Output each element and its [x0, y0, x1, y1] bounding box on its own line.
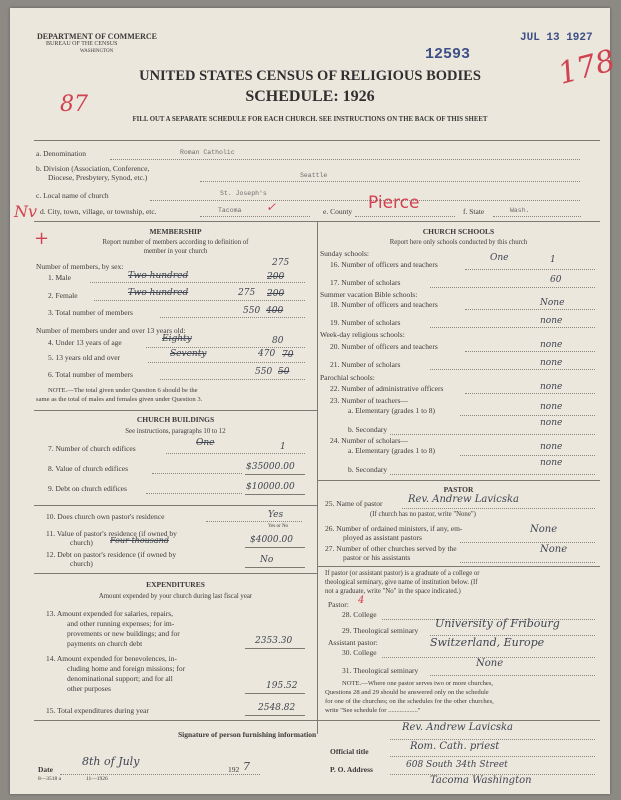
- pastor-heading: PASTOR: [443, 485, 474, 494]
- q21-label: 21. Number of scholars: [330, 360, 401, 369]
- q9-value: $10000.00: [246, 482, 295, 492]
- q8-value: $35000.00: [246, 462, 295, 472]
- date-label: Date: [38, 765, 53, 774]
- address-line-2: Tacoma Washington: [430, 775, 532, 786]
- q5-line: [148, 362, 305, 363]
- q4-value: 80: [272, 336, 284, 346]
- county-value: Pierce: [368, 193, 420, 213]
- official-title-value: Rom. Cath. priest: [410, 741, 500, 752]
- q24a-label: a. Elementary (grades 1 to 8): [348, 446, 436, 455]
- q19-label: 19. Number of scholars: [330, 318, 401, 327]
- q27-value: None: [540, 544, 568, 555]
- serial-number-stamp: 12593: [425, 46, 471, 63]
- q23a-line: [460, 415, 595, 416]
- q26-label-2: ployed as assistant pastors: [343, 533, 422, 542]
- q23b-line: [390, 434, 595, 435]
- q22-label: 22. Number of administrative officers: [330, 384, 444, 393]
- local-name-value: St. Joseph's: [220, 190, 267, 197]
- q15-label: 15. Total expenditures during year: [46, 706, 149, 715]
- rule-footer: [34, 720, 600, 721]
- graduate-note-3: not a graduate, write "No" in the space indicated.): [325, 588, 461, 595]
- membership-note-2: same as the total of males and females given under Question 3.: [36, 396, 203, 403]
- denomination-label: a. Denomination: [36, 149, 86, 158]
- rule-residence: [34, 505, 317, 506]
- q14-box-line: [245, 693, 305, 694]
- q7-words: One: [196, 438, 215, 448]
- year-digit: 7: [243, 760, 250, 773]
- q17-line: [430, 287, 595, 288]
- signature-value: Rev. Andrew Lavicska: [402, 722, 513, 733]
- q17-label: 17. Number of scholars: [330, 278, 401, 287]
- q29-value: University of Fribourg: [435, 617, 560, 630]
- graduate-note-2: theological seminary, give name of institution below. (If: [325, 579, 478, 586]
- membership-heading: MEMBERSHIP: [149, 227, 202, 236]
- q1-words: Two hundred: [128, 271, 189, 281]
- q4-label: 4. Under 13 years of age: [48, 338, 122, 347]
- po-address-label: P. O. Address: [330, 765, 373, 774]
- q27-label-2: pastor or his assistants: [343, 553, 411, 562]
- pastor-note-4: write "See schedule for ..................": [325, 707, 421, 714]
- q3-line: [160, 317, 305, 318]
- pastor-note-3: for one of the churches; on the schedules for the other churches,: [325, 698, 494, 705]
- q29-label: 29. Theological seminary: [342, 626, 419, 635]
- q24b-line: [390, 474, 595, 475]
- form-number: 8—3518 a: [38, 776, 62, 782]
- q8-label: 8. Value of church edifices: [48, 464, 129, 473]
- fill-instruction: FILL OUT A SEPARATE SCHEDULE FOR EACH CHURCH. SEE INSTRUCTIONS ON THE BACK OF THIS SHEET: [132, 116, 488, 123]
- signature-label: Signature of person furnishing information: [178, 730, 317, 739]
- q20-value: none: [540, 340, 563, 350]
- division-label-2: Diocese, Presbytery, Synod, etc.): [48, 173, 148, 182]
- q11-words: Four thousand: [110, 536, 169, 545]
- denomination-value: Roman Catholic: [180, 149, 235, 156]
- pastor-note-1: NOTE.—Where one pastor serves two or more churches,: [342, 680, 494, 687]
- q25-label: 25. Name of pastor: [325, 499, 383, 508]
- q23b-value: none: [540, 418, 563, 428]
- q12-label: 12. Debt on pastor's residence (if owned by: [46, 550, 177, 559]
- q31-label: 31. Theological seminary: [342, 666, 419, 675]
- sunday-schools-label: Sunday schools:: [320, 249, 369, 258]
- division-label: b. Division (Association, Conference,: [36, 164, 150, 173]
- q12-box-line: [245, 567, 305, 568]
- q6-old-value: 50: [278, 367, 290, 377]
- q22-line: [465, 393, 595, 394]
- q13-label: 13. Amount expended for salaries, repairs,: [46, 609, 174, 618]
- schedule-title: SCHEDULE: 1926: [245, 88, 375, 105]
- q26-value: None: [530, 524, 558, 535]
- department-label: DEPARTMENT OF COMMERCE: [37, 32, 158, 41]
- q15-box-line: [245, 715, 305, 716]
- q26-line: [460, 542, 595, 543]
- bureau-label: BUREAU OF THE CENSUS: [46, 41, 118, 47]
- q13-value: 2353.30: [255, 636, 293, 646]
- q25-line: [402, 508, 595, 509]
- address-line-1: 608 South 34th Street: [406, 760, 508, 770]
- denomination-line: [110, 159, 580, 160]
- q2-words: Two hundred: [128, 288, 189, 298]
- q11-box-line: [245, 547, 305, 548]
- q27-line: [460, 562, 595, 563]
- q5-label: 5. 13 years old and over: [48, 353, 121, 362]
- q5-words: Seventy: [170, 349, 207, 359]
- margin-mark-red: Nv: [14, 202, 38, 221]
- division-line: [200, 181, 580, 182]
- q4-line: [146, 347, 305, 348]
- q13-label-4: payments on church debt: [67, 639, 143, 648]
- pastor-subheading: Pastor:: [328, 600, 349, 609]
- q31-line: [430, 675, 595, 676]
- q1-line: [90, 282, 305, 283]
- q9-label: 9. Debt on church edifices: [48, 484, 127, 493]
- q11-label-2: church): [70, 538, 93, 547]
- q3-value: 550: [243, 306, 261, 316]
- q9-box-line: [245, 494, 305, 495]
- rule-expenditures: [34, 573, 317, 574]
- division-value: Seattle: [300, 172, 328, 179]
- rule-top: [34, 140, 600, 141]
- parochial-schools-label: Parochial schools:: [320, 373, 375, 382]
- assistant-pastor-label: Assistant pastor:: [328, 638, 378, 647]
- q22-value: none: [540, 382, 563, 392]
- q3-label: 3. Total number of members: [48, 308, 133, 317]
- print-number: 11—1926: [86, 776, 108, 782]
- q20-line: [465, 351, 595, 352]
- q24-label: 24. Number of scholars—: [330, 436, 408, 445]
- local-name-label: c. Local name of church: [36, 191, 109, 200]
- q27-label: 27. Number of other churches served by the: [325, 544, 457, 553]
- q2-label: 2. Female: [48, 291, 78, 300]
- q14-label-2: cluding home and foreign missions; for: [67, 664, 186, 673]
- q19-line: [430, 327, 595, 328]
- q6-line: [160, 379, 305, 380]
- city-label: WASHINGTON: [80, 49, 114, 54]
- pastor-note-2: Questions 28 and 29 should be answered only on the schedule: [325, 689, 489, 696]
- expenditures-sub: Amount expended by your church during last fiscal year: [98, 593, 253, 600]
- q1-label: 1. Male: [48, 273, 71, 282]
- q9-line: [146, 493, 242, 494]
- date-line: [60, 774, 260, 775]
- city-town-value: Tacoma: [218, 207, 242, 214]
- q28-label: 28. College: [342, 610, 377, 619]
- membership-sub-1: Report number of members according to definition of: [102, 239, 249, 246]
- q10-label: 10. Does church own pastor's residence: [46, 512, 165, 521]
- q25-note: (If church has no pastor, write "None"): [370, 511, 476, 518]
- weekday-schools-label: Week-day religious schools:: [320, 330, 405, 339]
- q16-line: [465, 269, 595, 270]
- q16-label: 16. Number of officers and teachers: [330, 260, 438, 269]
- q24a-value: none: [540, 442, 563, 452]
- q1-value: 275: [272, 258, 290, 268]
- q18-line: [465, 309, 595, 310]
- q11-value: $4000.00: [250, 535, 293, 545]
- rule-graduate: [317, 566, 600, 567]
- q14-label-4: other purposes: [67, 684, 111, 693]
- q31-value: None: [476, 658, 504, 669]
- q7-line: [166, 453, 305, 454]
- membership-sub-2: member in your church: [143, 248, 208, 255]
- q12-label-2: church): [70, 559, 93, 568]
- q14-value: 195.52: [266, 681, 298, 691]
- form-title: UNITED STATES CENSUS OF RELIGIOUS BODIES: [139, 68, 481, 84]
- official-title-label: Official title: [330, 747, 369, 756]
- q11-label: 11. Value of pastor's residence (if owned by: [46, 529, 177, 538]
- state-line: [493, 216, 581, 217]
- q26-label: 26. Number of ordained ministers, if any, em-: [325, 524, 463, 533]
- red-check-city: ✓: [266, 200, 277, 214]
- expenditures-heading: EXPENDITURES: [146, 580, 205, 589]
- q16-value: 1: [550, 255, 556, 265]
- margin-cross-red: +: [34, 228, 50, 249]
- q30-label: 30. College: [342, 648, 377, 657]
- received-date-stamp: JUL 13 1927: [520, 32, 593, 44]
- pastor-red-mark: 4: [358, 595, 365, 606]
- year-prefix: 192: [228, 765, 240, 774]
- q8-box-line: [245, 474, 305, 475]
- q2-old-value: 200: [267, 289, 285, 299]
- q14-label: 14. Amount expended for benevolences, in-: [46, 654, 178, 663]
- q30-value: Switzerland, Europe: [430, 636, 545, 649]
- q6-label: 6. Total number of members: [48, 370, 133, 379]
- membership-note-1: NOTE.—The total given under Question 6 should be the: [48, 387, 198, 394]
- rule-buildings: [34, 410, 317, 411]
- state-label: f. State: [463, 207, 485, 216]
- summer-schools-label: Summer vacation Bible schools:: [320, 290, 418, 299]
- buildings-sub: See instructions, paragraphs 10 to 12: [125, 428, 226, 435]
- q17-value: 60: [550, 275, 562, 285]
- yes-no-caption: Yes or No: [268, 524, 289, 529]
- q14-label-3: denominational support; and for all: [67, 674, 173, 683]
- q15-value: 2548.82: [258, 703, 296, 713]
- q24b-label: b. Secondary: [348, 465, 388, 474]
- q19-value: none: [540, 316, 563, 326]
- q2-line: [94, 300, 305, 301]
- county-label: e. County: [323, 207, 353, 216]
- q5-value: 470: [258, 349, 276, 359]
- rule-pastor: [317, 480, 600, 481]
- red-number-right: 178: [554, 43, 619, 92]
- county-line: [355, 216, 455, 217]
- q10-value: Yes: [268, 510, 284, 520]
- q10-line: [206, 521, 302, 522]
- q13-label-2: and other running expenses; for im-: [67, 619, 175, 628]
- q23b-label: b. Secondary: [348, 425, 388, 434]
- q25-value: Rev. Andrew Lavicska: [408, 494, 519, 505]
- graduate-note-1: If pastor (or assistant pastor) is a graduate of a college or: [325, 570, 480, 577]
- signature-line: [390, 739, 595, 740]
- q13-label-3: provements or new buildings; and for: [67, 629, 180, 638]
- local-name-line: [150, 200, 580, 201]
- members-by-sex-label: Number of members, by sex:: [36, 262, 124, 271]
- red-number-left: 87: [60, 92, 88, 117]
- q5-old-value: 70: [282, 350, 294, 360]
- q21-line: [430, 369, 595, 370]
- city-town-label: d. City, town, village, or township, etc.: [40, 207, 157, 216]
- q2-value: 275: [238, 288, 256, 298]
- q20-label: 20. Number of officers and teachers: [330, 342, 438, 351]
- q7-value: 1: [280, 442, 286, 452]
- census-schedule-sheet: [10, 8, 619, 794]
- q6-value: 550: [255, 367, 273, 377]
- q21-value: none: [540, 358, 563, 368]
- q3-old-value: 400: [266, 306, 284, 316]
- q23a-label: a. Elementary (grades 1 to 8): [348, 406, 436, 415]
- q8-line: [152, 473, 242, 474]
- q24b-value: none: [540, 458, 563, 468]
- q23a-value: none: [540, 402, 563, 412]
- q24a-line: [460, 455, 595, 456]
- column-divider: [317, 221, 318, 734]
- q18-label: 18. Number of officers and teachers: [330, 300, 438, 309]
- q23-label: 23. Number of teachers—: [330, 396, 408, 405]
- q7-label: 7. Number of church edifices: [48, 444, 136, 453]
- q1-old-value: 200: [267, 272, 285, 282]
- city-town-line: [200, 216, 310, 217]
- under-over-label: Number of members under and over 13 years old:: [36, 326, 186, 335]
- official-title-line: [390, 756, 595, 757]
- q13-box-line: [245, 648, 305, 649]
- schools-heading: CHURCH SCHOOLS: [422, 227, 495, 236]
- state-value: Wash.: [510, 207, 530, 214]
- q18-value: None: [540, 298, 565, 308]
- schools-sub: Report here only schools conducted by this church: [389, 239, 528, 246]
- buildings-heading: CHURCH BUILDINGS: [136, 415, 215, 424]
- q4-words: Eighty: [162, 334, 192, 344]
- date-value: 8th of July: [82, 755, 140, 768]
- q16-words: One: [490, 253, 509, 263]
- q12-value: No: [260, 555, 274, 565]
